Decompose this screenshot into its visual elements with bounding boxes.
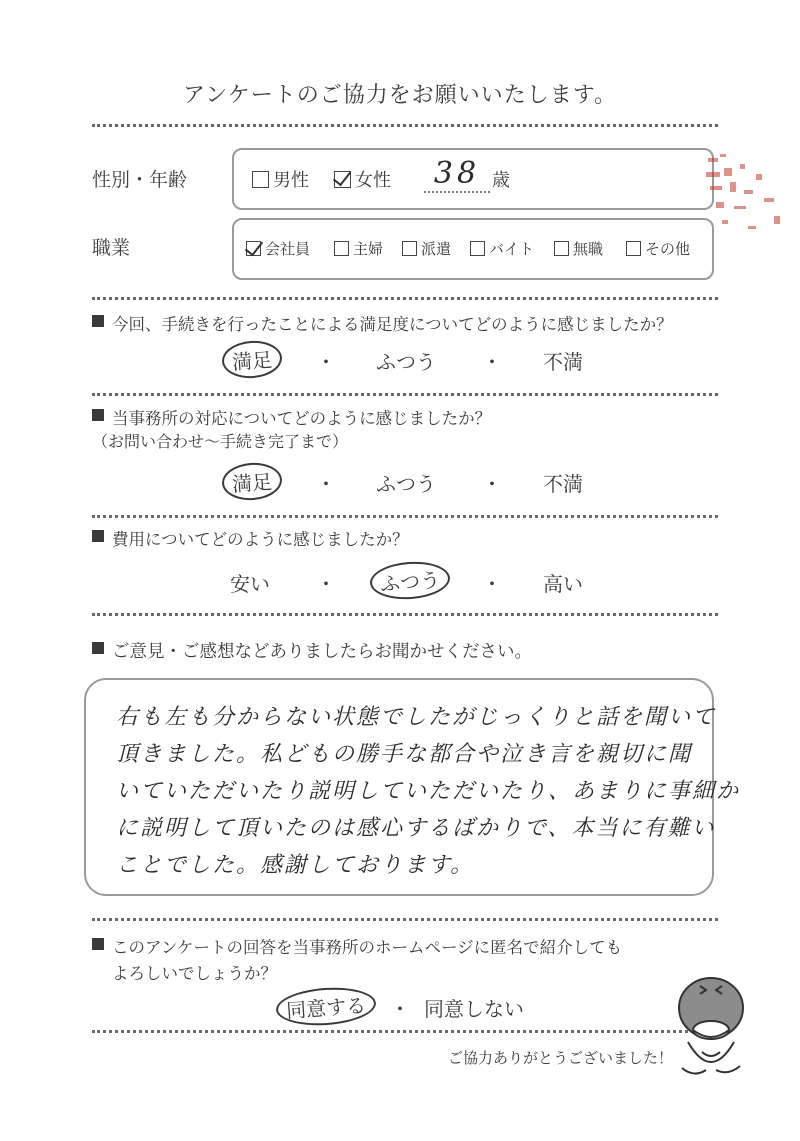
other-label: その他 (645, 240, 691, 258)
q1-choice-dissatisfied[interactable]: 不満 (543, 350, 583, 374)
comment-line-3: いていただいたり説明していただいたり、あまりに事細か (116, 779, 741, 804)
divider (92, 124, 718, 127)
age-value[interactable]: 38 (424, 156, 490, 193)
parttime-checkbox[interactable] (470, 241, 485, 256)
bullet-square-icon (92, 409, 104, 421)
q2-choice-dissatisfied[interactable]: 不満 (543, 472, 583, 496)
occupation-option-parttime[interactable] (470, 238, 534, 259)
comment-line-2: 頂きました。私どもの勝手な都合や泣き言を親切に聞 (116, 742, 693, 767)
dispatch-checkbox[interactable] (402, 241, 417, 256)
gender-age-label: 性別・年齢 (92, 169, 188, 191)
divider (92, 393, 718, 396)
dispatch-label: 派遣 (421, 240, 452, 258)
other-checkbox[interactable] (626, 241, 641, 256)
parttime-label: バイト (489, 240, 535, 258)
q5-choice-agree[interactable]: 同意する (275, 985, 377, 1029)
divider (92, 613, 718, 616)
comment-line-4: に説明して頂いたのは感心するばかりで、本当に有難い (116, 816, 716, 841)
housewife-checkbox[interactable] (334, 241, 349, 256)
separator-dot: ・ (482, 350, 502, 374)
question-3 (92, 526, 409, 550)
divider (92, 297, 718, 300)
female-label: 女性 (355, 170, 391, 191)
bullet-square-icon (92, 530, 104, 542)
bowing-mascot-icon (672, 972, 750, 1082)
divider (92, 515, 718, 518)
q2-choice-satisfied[interactable]: 満足 (221, 461, 283, 502)
occupation-option-dispatch[interactable] (402, 238, 451, 259)
divider (92, 918, 718, 921)
bullet-square-icon (92, 642, 104, 654)
red-stamp-mark (704, 150, 790, 240)
question-1-text: 今回、手続きを行ったことによる満足度についてどのように感じましたか？ (112, 315, 673, 334)
question-3-text: 費用についてどのように感じましたか？ (112, 530, 409, 549)
q3-choice-expensive[interactable]: 高い (543, 572, 583, 596)
question-1 (92, 311, 673, 335)
question-2-subtext: （お問い合わせ～手続き完了まで） (92, 432, 349, 451)
separator-dot: ・ (482, 572, 502, 596)
question-2 (92, 405, 491, 429)
female-checkbox[interactable] (334, 171, 351, 188)
gender-female-option[interactable] (334, 166, 391, 192)
q5-choice-disagree[interactable]: 同意しない (424, 997, 524, 1021)
company-label: 会社員 (265, 240, 311, 258)
comment-line-1: 右も左も分からない状態でしたがじっくりと話を聞いて (116, 705, 717, 730)
gender-age-box (232, 148, 714, 210)
question-5-text: このアンケートの回答を当事務所のホームページに匿名で紹介しても (112, 938, 623, 957)
occupation-option-other[interactable] (626, 238, 690, 259)
q1-choice-normal[interactable]: ふつう (376, 350, 436, 374)
occupation-option-unemployed[interactable] (554, 238, 603, 259)
q2-choice-normal[interactable]: ふつう (376, 472, 436, 496)
occupation-option-housewife[interactable] (334, 238, 383, 259)
male-checkbox[interactable] (252, 171, 269, 188)
separator-dot: ・ (316, 350, 336, 374)
unemployed-label: 無職 (573, 240, 604, 258)
separator-dot: ・ (316, 472, 336, 496)
bullet-square-icon (92, 938, 104, 950)
male-label: 男性 (273, 170, 309, 191)
housewife-label: 主婦 (353, 240, 384, 258)
occupation-label: 職業 (92, 237, 131, 259)
question-4 (92, 638, 532, 663)
bullet-square-icon (92, 315, 104, 327)
q3-choice-cheap[interactable]: 安い (230, 572, 270, 596)
comment-line-5: ことでした。感謝しております。 (116, 853, 475, 878)
question-5-text-line2: よろしいでしょうか？ (112, 964, 277, 983)
q1-choice-satisfied[interactable]: 満足 (221, 339, 283, 380)
separator-dot: ・ (482, 472, 502, 496)
question-4-text: ご意見・ご感想などありましたらお聞かせください。 (112, 642, 532, 662)
separator-dot: ・ (390, 997, 410, 1021)
q3-choice-normal[interactable]: ふつう (369, 559, 451, 601)
occupation-box (232, 218, 714, 280)
company-checkbox[interactable] (246, 241, 261, 256)
footer-thanks: ご協力ありがとうございました！ (448, 1049, 674, 1067)
divider (92, 1030, 718, 1033)
age-unit: 歳 (492, 170, 510, 191)
occupation-option-company[interactable] (246, 238, 310, 259)
unemployed-checkbox[interactable] (554, 241, 569, 256)
survey-title: アンケートのご協力をお願いいたします。 (183, 83, 617, 108)
separator-dot: ・ (316, 572, 336, 596)
gender-male-option[interactable] (252, 166, 309, 192)
question-5 (92, 934, 622, 958)
question-2-text: 当事務所の対応についてどのように感じましたか？ (112, 409, 492, 428)
